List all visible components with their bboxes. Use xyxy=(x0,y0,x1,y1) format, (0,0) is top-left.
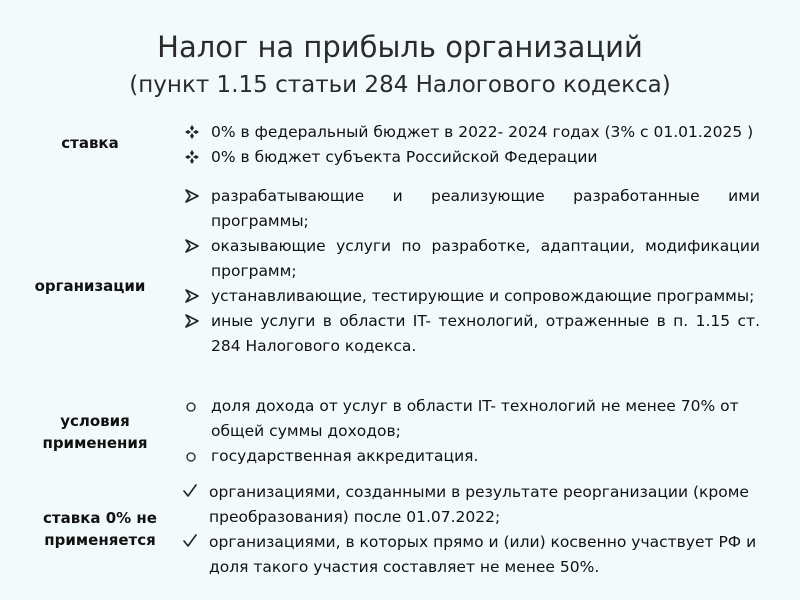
arrow-bullet-icon xyxy=(185,234,207,261)
arrow-bullet-icon xyxy=(185,284,207,311)
list-item-text: организациями, созданными в результате реорганизации (кроме преобразования) после 01.07.2022; xyxy=(209,483,749,526)
list-item xyxy=(183,480,773,530)
list-item xyxy=(185,145,765,170)
list-item xyxy=(183,530,773,580)
list-item xyxy=(185,309,760,359)
circle-bullet-icon xyxy=(185,444,207,471)
list-item-text: организациями, в которых прямо и (или) косвенно участвует РФ и доля такого участия составляет не менее 50%. xyxy=(209,533,757,576)
list-item xyxy=(185,394,760,444)
list-item xyxy=(185,184,760,234)
conditions-list xyxy=(185,394,760,469)
list-item-text: разрабатывающие и реализующие разработанные ими программы; xyxy=(211,187,760,230)
organizations-list xyxy=(185,184,760,359)
list-item-text: 0% в федеральный бюджет в 2022- 2024 годах (3% с 01.01.2025 ) xyxy=(211,123,754,141)
section-label-exceptions: ставка 0% не применяется xyxy=(43,509,157,549)
list-item xyxy=(185,284,760,309)
list-item-text: государственная аккредитация. xyxy=(211,447,479,465)
page-title: Налог на прибыль организаций xyxy=(157,30,643,64)
list-item-text: доля дохода от услуг в области IT- технологий не менее 70% от общей суммы доходов; xyxy=(211,397,739,440)
section-label-rate: ставка xyxy=(61,134,119,152)
circle-bullet-icon xyxy=(185,394,207,421)
list-item-text: оказывающие услуги по разработке, адаптации, модификации программ; xyxy=(211,237,760,280)
section-label-conditions: условия применения xyxy=(42,412,148,452)
page-subtitle: (пункт 1.15 статьи 284 Налогового кодекса) xyxy=(129,72,671,98)
rate-list xyxy=(185,120,765,170)
diamond-bullet-icon xyxy=(185,120,207,147)
arrow-bullet-icon xyxy=(185,309,207,336)
check-bullet-icon xyxy=(183,530,205,556)
list-item xyxy=(185,444,760,469)
list-item-text: иные услуги в области IT- технологий, отраженные в п. 1.15 ст. 284 Налогового кодекса. xyxy=(211,312,760,355)
exceptions-list xyxy=(183,480,773,580)
diamond-bullet-icon xyxy=(185,145,207,172)
check-bullet-icon xyxy=(183,480,205,506)
arrow-bullet-icon xyxy=(185,184,207,211)
section-label-organizations: организации xyxy=(34,277,146,295)
list-item-text: устанавливающие, тестирующие и сопровождающие программы; xyxy=(211,287,755,305)
list-item xyxy=(185,120,765,145)
list-item xyxy=(185,234,760,284)
list-item-text: 0% в бюджет субъекта Российской Федерации xyxy=(211,148,598,166)
